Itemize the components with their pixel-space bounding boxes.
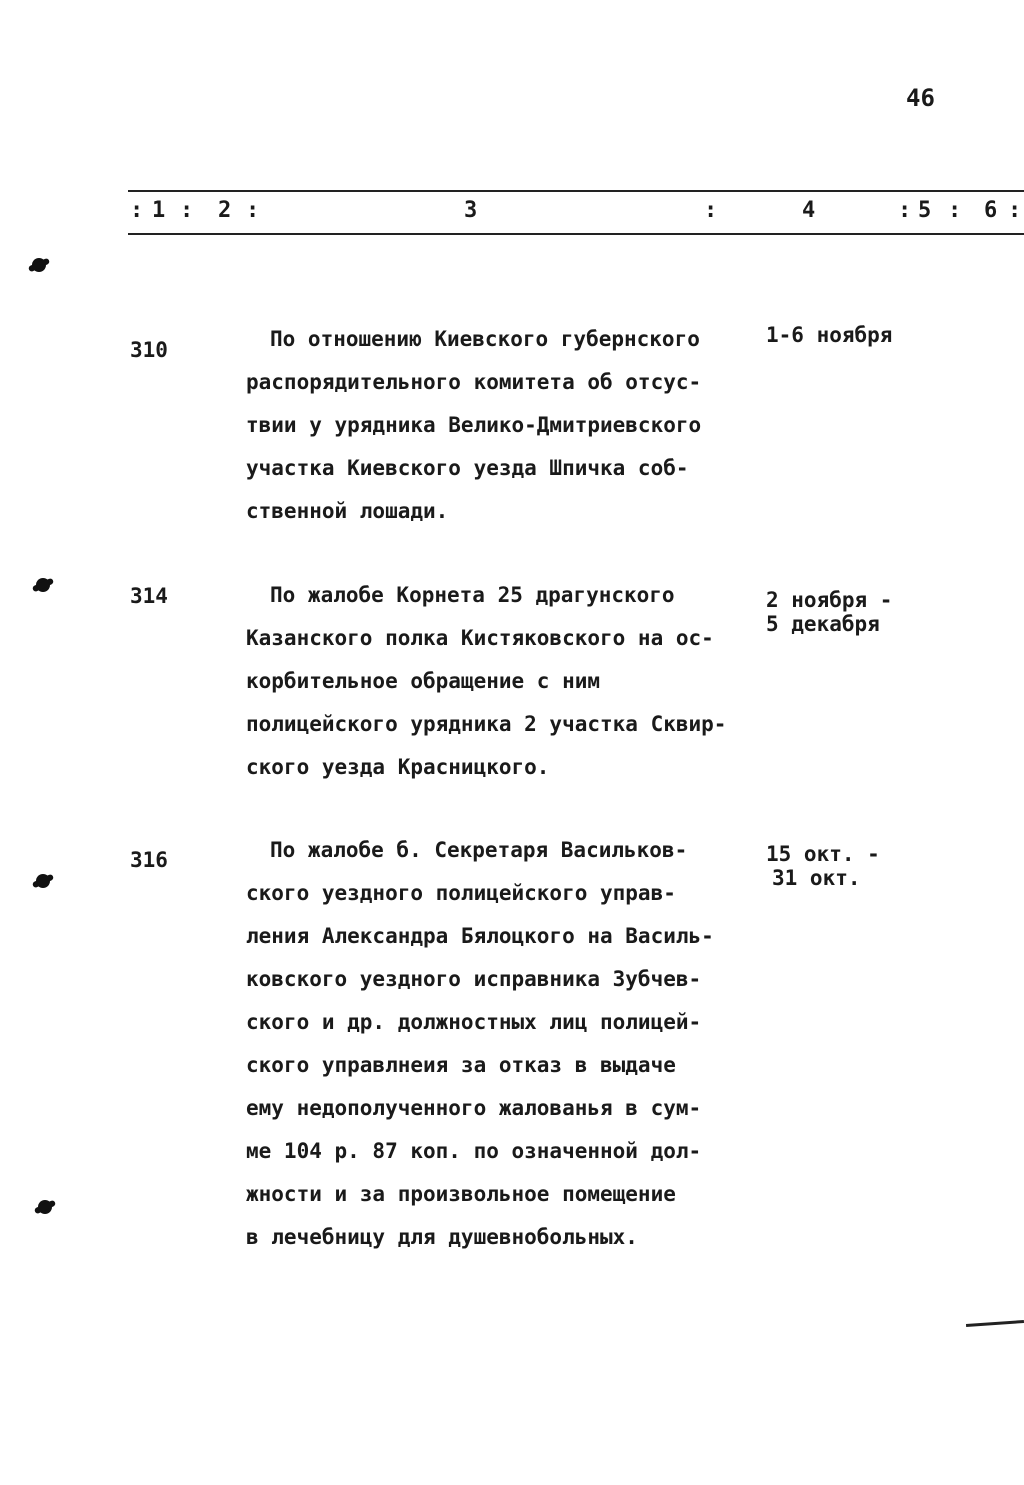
description-line: распорядительного комитета об отсус- — [246, 370, 702, 394]
description-line: твии у урядника Велико-Дмитриевского — [246, 413, 702, 437]
column-separator: : — [704, 198, 718, 223]
date-line: 15 окт. - — [766, 842, 880, 866]
record-date — [766, 842, 880, 890]
date-line: 1-6 ноября — [766, 323, 893, 347]
description-line: ковского уездного исправника Зубчев- — [246, 967, 702, 991]
description-line: По жалобе Корнета 25 драгунского — [270, 583, 675, 607]
description-line: ского уезда Красницкого. — [246, 755, 550, 779]
record-number: 310 — [130, 338, 168, 362]
record-description — [246, 574, 746, 789]
column-header-1: 1 — [152, 198, 166, 223]
punch-hole-mark — [32, 258, 46, 272]
record-number: 316 — [130, 848, 168, 872]
record-description — [246, 829, 746, 1259]
description-line: По отношению Киевского губернского — [270, 327, 700, 351]
header-top-rule — [128, 190, 1024, 192]
description-line: жности и за произвольное помещение — [246, 1182, 676, 1206]
description-line: ме 104 р. 87 коп. по означенной дол- — [246, 1139, 702, 1163]
column-separator: : — [180, 198, 194, 223]
column-header-2: 2 — [218, 198, 232, 223]
description-line: корбительное обращение с ним — [246, 669, 601, 693]
punch-hole-mark — [38, 1200, 52, 1214]
description-line: ского уездного полицейского управ- — [246, 881, 676, 905]
column-separator: : — [898, 198, 912, 223]
record-date — [766, 588, 892, 636]
column-separator: : — [246, 198, 260, 223]
description-line: ского и др. должностных лиц полицей- — [246, 1010, 702, 1034]
column-separator: : — [1008, 198, 1022, 223]
punch-hole-mark — [36, 874, 50, 888]
column-separator: : — [130, 198, 144, 223]
record-description — [246, 318, 746, 533]
record-number: 314 — [130, 584, 168, 608]
column-header-5: 5 — [918, 198, 932, 223]
description-line: полицейского урядника 2 участка Сквир- — [246, 712, 727, 736]
description-line: участка Киевского уезда Шпичка соб- — [246, 456, 689, 480]
pen-stroke-mark — [966, 1320, 1024, 1327]
column-header-3: 3 — [464, 198, 478, 223]
date-line: 31 окт. — [772, 866, 861, 890]
page-number: 46 — [906, 84, 935, 112]
description-line: в лечебницу для душевнобольных. — [246, 1225, 638, 1249]
date-line: 5 декабря — [766, 612, 880, 636]
punch-hole-mark — [36, 578, 50, 592]
column-header-4: 4 — [802, 198, 816, 223]
description-line: ственной лошади. — [246, 499, 449, 523]
description-line: ления Александра Бялоцкого на Василь- — [246, 924, 714, 948]
column-separator: : — [948, 198, 962, 223]
column-header-6: 6 — [984, 198, 998, 223]
header-bottom-rule — [128, 233, 1024, 235]
description-line: Казанского полка Кистяковского на ос- — [246, 626, 714, 650]
description-line: ского управлнеия за отказ в выдаче — [246, 1053, 676, 1077]
date-line: 2 ноября - — [766, 588, 893, 612]
record-date — [766, 323, 892, 347]
description-line: По жалобе б. Секретаря Васильков- — [270, 838, 688, 862]
description-line: ему недополученного жалованья в сум- — [246, 1096, 702, 1120]
